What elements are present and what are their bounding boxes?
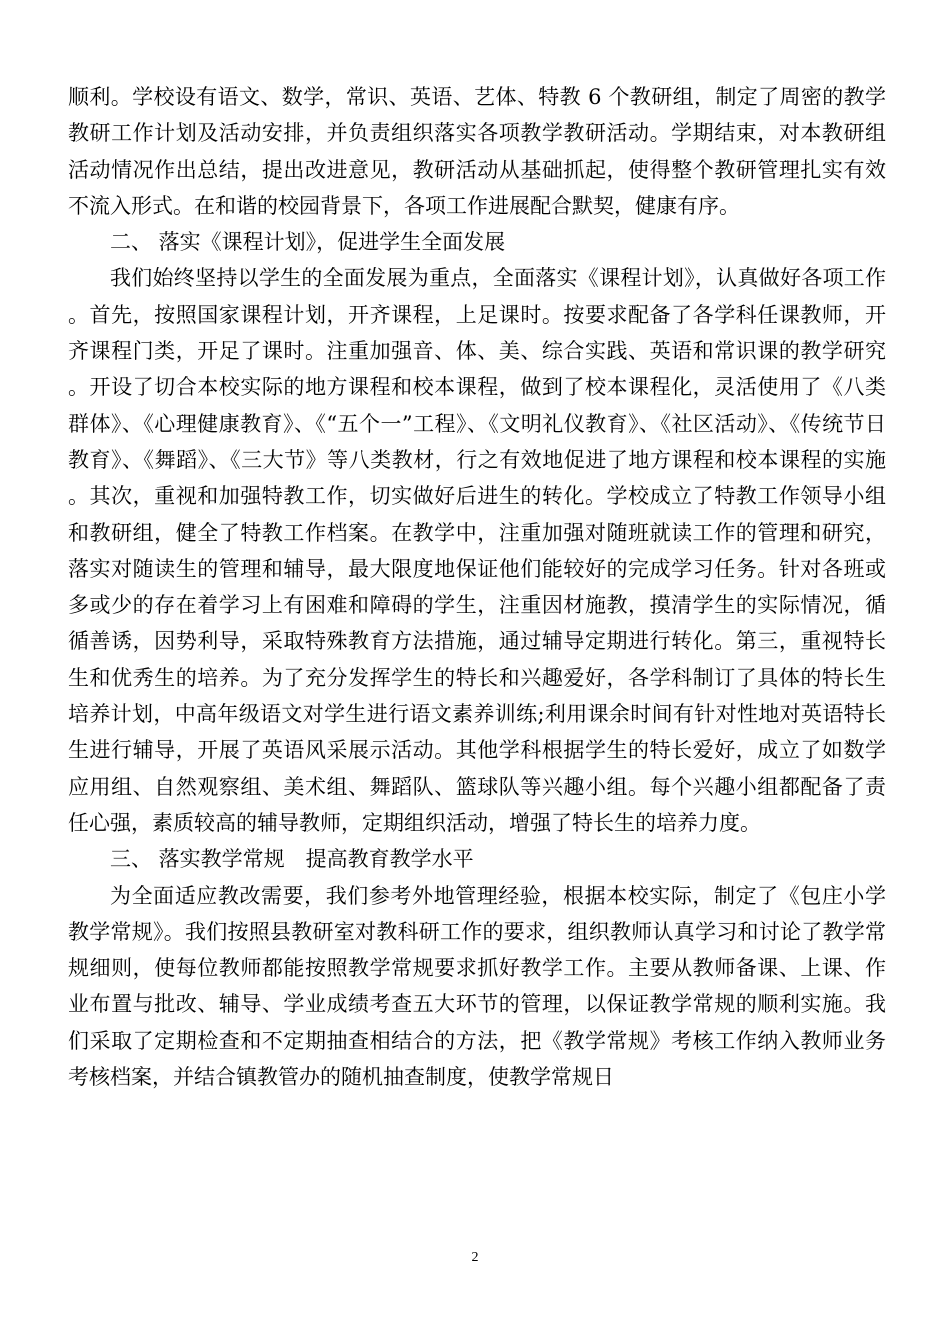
document-page [68, 79, 886, 1095]
section-heading-three: 三、 落实教学常规 提高教育教学水平 [110, 847, 474, 872]
paragraph-curriculum: 我们始终坚持以学生的全面发展为重点，全面落实《课程计划》，认真做好各项工作。首先，按照国家课程计划，开齐课程，上足课时。按要求配备了各学科任课教师，开齐课程门类，开足了课时。注重加强音、体、美、综合实践、英语和常识课的教学研究。开设了切合本校实际的地方课程和校本课程，做到了校本课程化，灵活使用了《八类群体》、《心理健康教育》、《“五个一”工程》、《文明礼仪教育》、《社区活动》、《传统节日教育》、《舞蹈》、《三大节》等八类教材，行之有效地促进了地方课程和校本课程的实施。其次，重视和加强特教工作，切实做好后进生的转化。学校成立了特教工作领导小组和教研组，健全了特教工作档案。在教学中，注重加强对随班就读工作的管理和研究，落实对随读生的管理和辅导，最大限度地保证他们能较好的完成学习任务。针对各班或多或少的存在着学习上有困难和障碍的学生，注重因材施教，摸清学生的实际情况，循循善诱，因势利导，采取特殊教育方法措施，通过辅导定期进行转化。第三，重视特长生和优秀生的培养。为了充分发挥学生的特长和兴趣爱好，各学科制订了具体的特长生培养计划，中高年级语文对学生进行语文素养训练;利用课余时间有针对性地对英语特长生进行辅导，开展了英语风采展示活动。其他学科根据学生的特长爱好，成立了如数学应用组、自然观察组、美术组、舞蹈队、篮球队等兴趣小组。每个兴趣小组都配备了责任心强，素质较高的辅导教师，定期组织活动，增强了特长生的培养力度。 [68, 266, 886, 835]
section-heading-two: 二、 落实《课程计划》，促进学生全面发展 [110, 230, 506, 255]
paragraph-teaching-routine: 为全面适应教改需要，我们参考外地管理经验，根据本校实际，制定了《包庄小学教学常规》。我们按照县教研室对教科研工作的要求，组织教师认真学习和讨论了教学常规细则，使每位教师都能按照教学常规要求抓好教学工作。主要从教师备课、上课、作业布置与批改、辅导、学业成绩考查五大环节的管理，以保证教学常规的顺利实施。我们采取了定期检查和不定期抽查相结合的方法，把《教学常规》考核工作纳入教师业务考核档案，并结合镇教管办的随机抽查制度，使教学常规日 [68, 883, 886, 1090]
page-number: 2 [471, 1250, 479, 1265]
paragraph-continuation: 顺利。学校设有语文、数学，常识、英语、艺体、特教 6 个教研组，制定了周密的教学教研工作计划及活动安排，并负责组织落实各项教学教研活动。学期结束，对本教研组活动情况作出总结，提出改进意见，教研活动从基础抓起，使得整个教研管理扎实有效不流入形式。在和谐的校园背景下，各项工作进展配合默契，健康有序。 [68, 85, 886, 218]
